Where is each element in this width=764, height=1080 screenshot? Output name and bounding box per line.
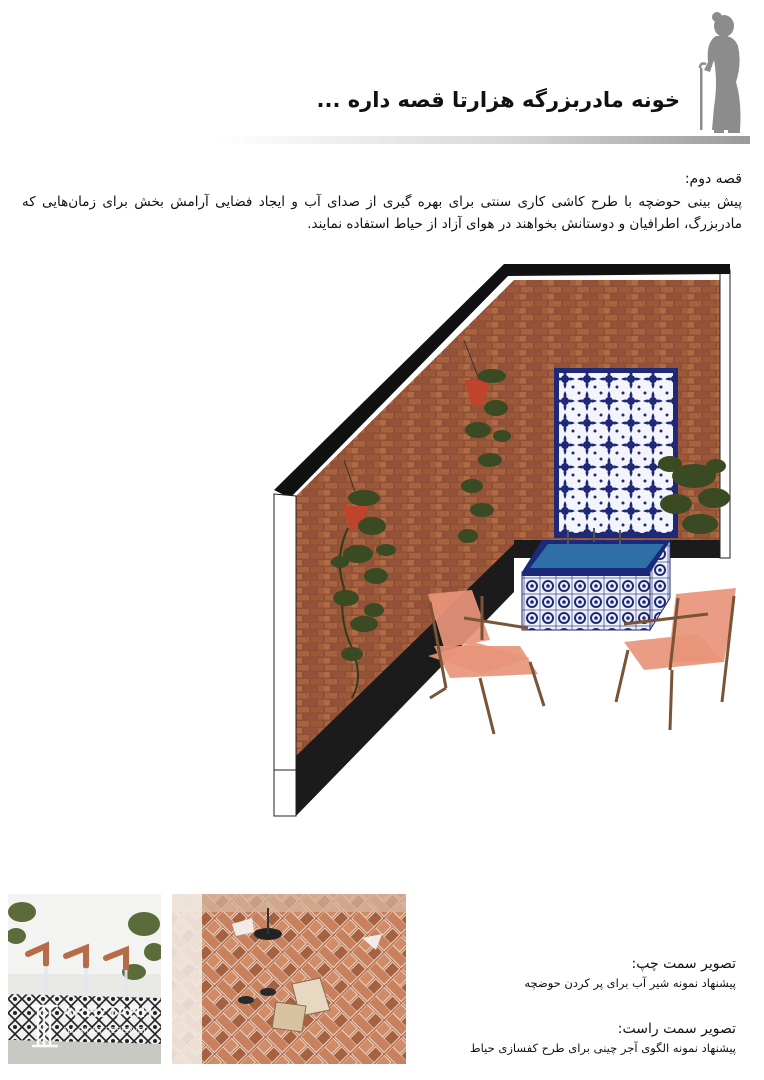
courtyard-illustration [268, 258, 738, 820]
page-title: خونه مادربزرگه هزارتا قصه داره ... [316, 88, 680, 112]
watermark-logo-icon [30, 1002, 60, 1048]
watermark-copyright: © [170, 1016, 177, 1024]
caption-left-text: پیشنهاد نمونه شیر آب برای پر کردن حوضچه [524, 976, 736, 990]
tiled-pool [522, 528, 670, 630]
caption-right-title: تصویر سمت راست: [617, 1021, 736, 1037]
caption-left-image [406, 954, 736, 992]
photo-herringbone-brick-floor [172, 894, 406, 1064]
story-body: پیش بینی حوضچه با طرح کاشی کاری سنتی برای بهره گیری از صدای آب و ایجاد فضایی آرامش بخش برای زمان‌هایی که مادربزرگ، اطرافیان و دوستانش بخواهند در هوای آزاد از حیاط استفاده نمایند. [22, 194, 742, 232]
left-brick-wall [296, 280, 514, 794]
caption-right-image [406, 1019, 736, 1057]
watermark-rights: ALL RIGHT RESERVED [62, 1026, 149, 1035]
caption-right-text: پیشنهاد نمونه الگوی آجر چینی برای طرح کفسازی حیاط [470, 1041, 736, 1055]
grandmother-silhouette-icon [696, 12, 754, 136]
story-section [22, 168, 742, 235]
header-gradient-bar [215, 136, 750, 144]
watermark [30, 1002, 177, 1050]
caption-left-title: تصویر سمت چپ: [631, 956, 736, 972]
story-heading: قصه دوم: [684, 171, 742, 187]
watermark-brand: ARH2TARH [62, 1004, 153, 1021]
